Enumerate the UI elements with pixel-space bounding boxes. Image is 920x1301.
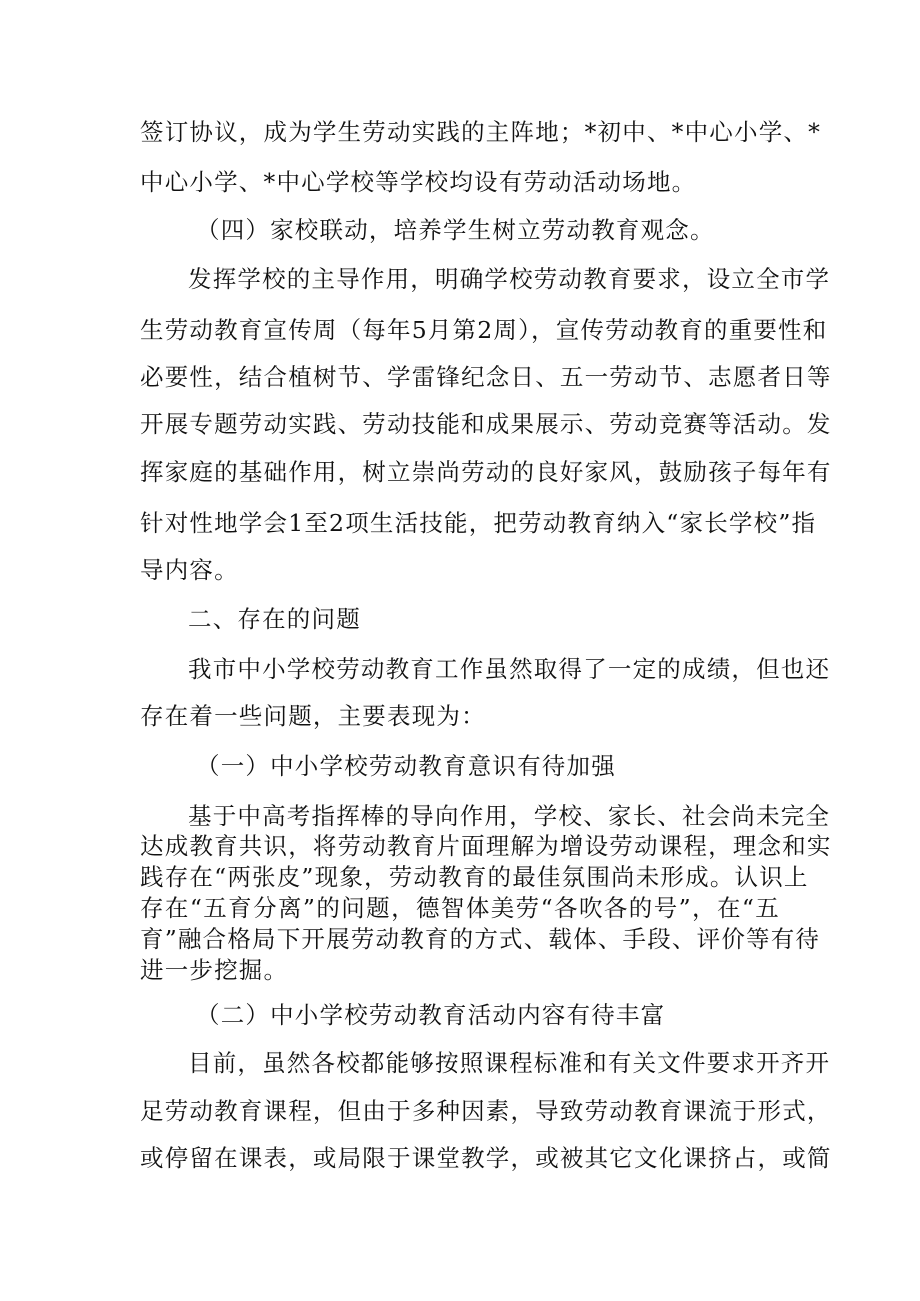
paragraph-line: 导内容。 [140,556,239,584]
paragraph-line: 挥家庭的基础作用，树立崇尚劳动的良好家风，鼓励孩子每年有 [140,458,832,486]
paragraph-line: 存在着一些问题，主要表现为： [140,702,486,730]
section-heading: 二、存在的问题 [188,605,361,633]
paragraph-line: 达成教育共识，将劳动教育片面理解为增设劳动课程，理念和实 [140,832,832,860]
paragraph-line: 存在“五育分离”的问题，德智体美劳“各吹各的号”，在“五 [140,894,780,922]
paragraph-line: 发挥学校的主导作用，明确学校劳动教育要求，设立全市学 [188,265,831,293]
paragraph-line: 中心小学、*中心学校等学校均设有劳动活动场地。 [140,168,697,196]
paragraph-line: 进一步挖掘。 [140,956,289,984]
section-heading: （一）中小学校劳动教育意识有待加强 [196,752,616,780]
paragraph-line: 必要性，结合植树节、学雷锋纪念日、五一劳动节、志愿者日等 [140,363,832,391]
paragraph-line: 或停留在课表，或局限于课堂教学，或被其它文化课挤占，或简 [140,1144,832,1172]
paragraph-line: 育”融合格局下开展劳动教育的方式、载体、手段、评价等有待 [140,925,821,953]
section-heading: （四）家校联动，培养学生树立劳动教育观念。 [196,216,715,244]
paragraph-line: 践存在“两张皮”现象，劳动教育的最佳氛围尚未形成。认识上 [140,863,809,891]
paragraph-line: 目前，虽然各校都能够按照课程标准和有关文件要求开齐开 [188,1049,831,1077]
paragraph-line: 生劳动教育宣传周（每年5月第2周），宣传劳动教育的重要性和 [140,316,828,344]
paragraph-line: 基于中高考指挥棒的导向作用，学校、家长、社会尚未完全 [188,802,831,830]
section-heading: （二）中小学校劳动教育活动内容有待丰富 [196,1001,666,1029]
paragraph-line: 针对性地学会1至2项生活技能，把劳动教育纳入“家长学校”指 [140,509,817,537]
paragraph-line: 足劳动教育课程，但由于多种因素，导致劳动教育课流于形式， [140,1097,832,1125]
paragraph-line: 我市中小学校劳动教育工作虽然取得了一定的成绩，但也还 [188,655,831,683]
paragraph-line: 签订协议，成为学生劳动实践的主阵地；*初中、*中心小学、* [140,118,822,146]
paragraph-line: 开展专题劳动实践、劳动技能和成果展示、劳动竞赛等活动。发 [140,410,832,438]
